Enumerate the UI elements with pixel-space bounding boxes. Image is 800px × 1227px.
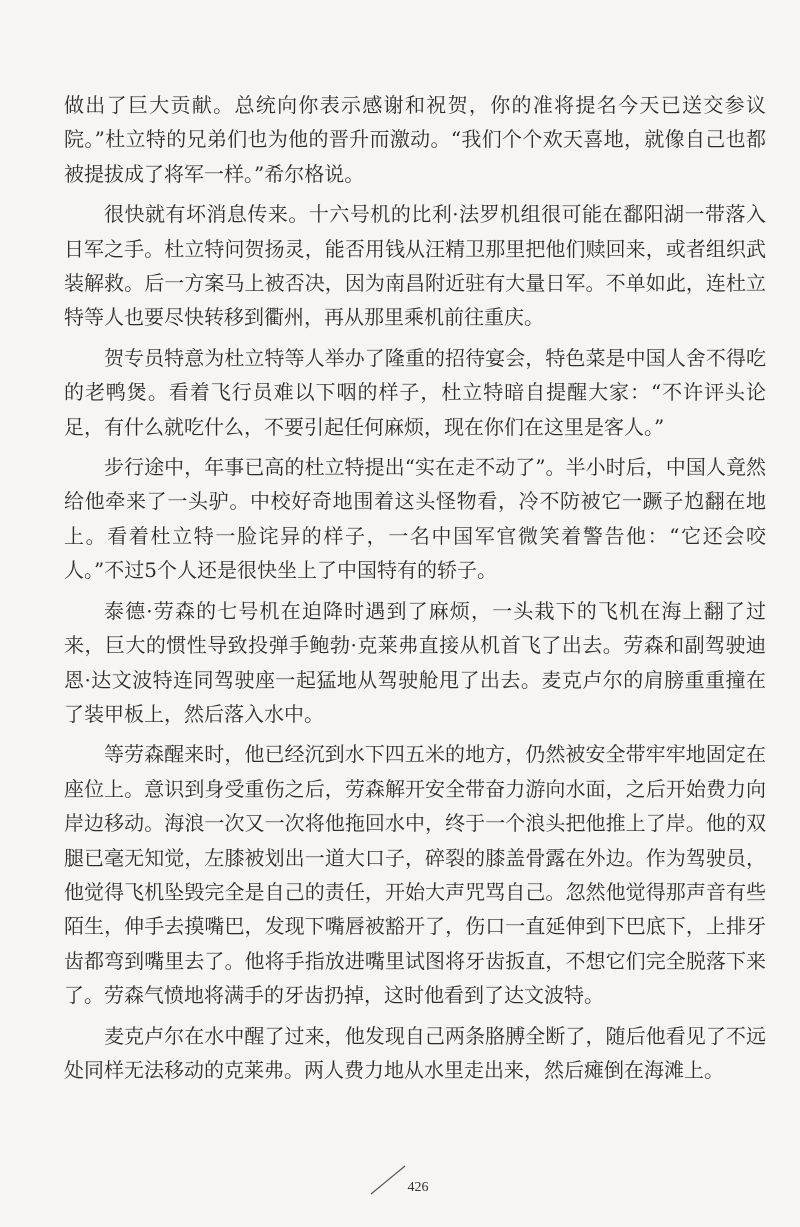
page-footer bbox=[0, 1160, 800, 1220]
paragraph-mcclure: 麦克卢尔在水中醒了过来，他发现自己两条胳膊全断了，随后他看见了不远处同样无法移动的克莱弗。两人费力地从水里走出来，然后瘫倒在海滩上。 bbox=[64, 1023, 766, 1082]
paragraph-continuation: 做出了巨大贡献。总统向你表示感谢和祝贺，你的准将提名今天已送交参议院。”杜立特的兄弟们也为他的晋升而激动。“我们个个欢天喜地，就像自己也都被提拔成了将军一样。”希尔格说。 bbox=[64, 93, 766, 186]
paragraph-bad-news: 很快就有坏消息传来。十六号机的比利·法罗机组很可能在鄱阳湖一带落入日军之手。杜立特问贺扬灵，能否用钱从汪精卫那里把他们赎回来，或者组织武装解救。后一方案马上被否决，因为南昌附近驻有大量日军。不单如此，连杜立特等人也要尽快转移到衢州，再从那里乘机前往重庆。 bbox=[64, 202, 766, 330]
paragraph-walking: 步行途中，年事已高的杜立特提出“实在走不动了”。半小时后，中国人竟然给他牵来了一头驴。中校好奇地围着这头怪物看，冷不防被它一蹶子尥翻在地上。看着杜立特一脸诧异的样子，一名中国军官微笑着警告他：“它还会咬人。”不过5个人还是很快坐上了中国特有的轿子。 bbox=[64, 455, 766, 583]
paragraph-banquet: 贺专员特意为杜立特等人举办了隆重的招待宴会，特色菜是中国人舍不得吃的老鸭煲。看着飞行员难以下咽的样子，杜立特暗自提醒大家：“不许评头论足，有什么就吃什么，不要引起任何麻烦，现在你们在这里是客人。” bbox=[64, 345, 766, 439]
paragraph-lawson-awakens: 等劳森醒来时，他已经沉到水下四五米的地方，仍然被安全带牢牢地固定在座位上。意识到身受重伤之后，劳森解开安全带奋力游向水面，之后开始费力向岸边移动。海浪一次又一次将他拖回水中，终于一个浪头把他推上了岸。他的双腿已毫无知觉，左膝被划出一道大口子，碎裂的膝盖骨露在外边。作为驾驶员，他觉得飞机坠毁完全是自己的责任，开始大声咒骂自己。忽然他觉得那声音有些陌生，伸手去摸嘴巴，发现下嘴唇被豁开了，伤口一直延伸到下巴底下，上排牙齿都弯到嘴里去了。他将手指放进嘴里试图将牙齿扳直，不想它们完全脱落下来了。劳森气愤地将满手的牙齿扔掉，这时他看到了达文波特。 bbox=[64, 742, 766, 1008]
paragraph-crash-landing: 泰德·劳森的七号机在迫降时遇到了麻烦，一头栽下的飞机在海上翻了过来，巨大的惯性导致投弹手鲍勃·克莱弗直接从机首飞了出去。劳森和副驾驶迪恩·达文波特连同驾驶座一起猛地从驾驶舱甩了出去。麦克卢尔的肩膀重重撞在了装甲板上，然后落入水中。 bbox=[64, 598, 766, 726]
page-number: 426 bbox=[407, 1180, 429, 1195]
document-page bbox=[64, 88, 766, 1093]
